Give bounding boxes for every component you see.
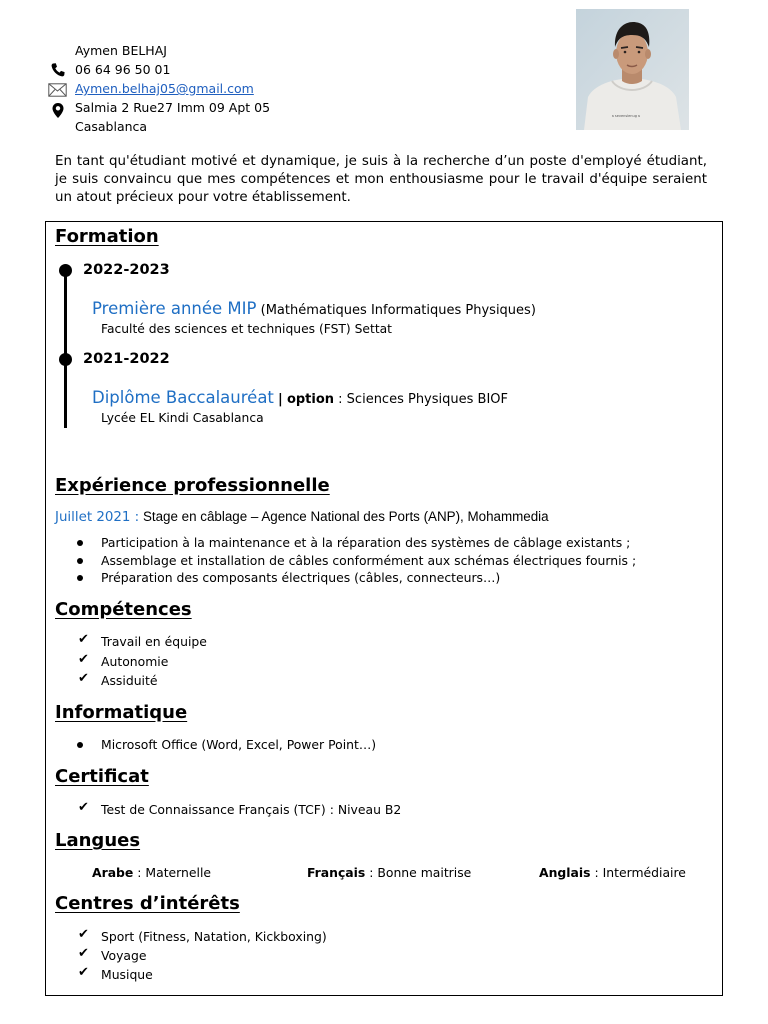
list-item: Préparation des composants électriques (câbles, connecteurs…)	[101, 570, 501, 585]
section-title-interets: Centres d’intérêts	[55, 893, 240, 914]
degree-title: Diplôme Baccalauréat	[92, 388, 274, 407]
profile-photo	[576, 9, 689, 130]
language-name: Anglais	[539, 865, 591, 880]
list-item: Assemblage et installation de câbles conformément aux schémas électriques fournis ;	[101, 553, 637, 568]
list-item: Musique	[101, 967, 153, 982]
formation-degree	[92, 299, 536, 318]
experience-date: Juillet 2021 :	[55, 510, 140, 525]
email-link[interactable]: Aymen.belhaj05@gmail.com	[75, 81, 254, 96]
bullet-icon	[77, 558, 83, 564]
list-item: Test de Connaissance Français (TCF) : Niveau B2	[101, 802, 402, 817]
experience-position: Stage en câblage – Agence National des Ports (ANP), Mohammedia	[142, 509, 549, 524]
language-level: Bonne maitrise	[377, 865, 472, 880]
section-title-informatique: Informatique	[55, 702, 188, 723]
option-value: : Sciences Physiques BIOF	[338, 392, 508, 407]
intro-paragraph: En tant qu'étudiant motivé et dynamique, je suis à la recherche d’un poste d'employé étudiant, je suis convaincu que mes compétences et mon enthousiasme pour le travail d'équipe seraient un atout précieux pour votre établissement.	[55, 154, 707, 206]
language-sep: :	[590, 865, 603, 880]
contact-name: Aymen BELHAJ	[75, 43, 167, 58]
contact-address-line2: Casablanca	[75, 119, 148, 134]
checkmark-icon: ✔	[78, 800, 89, 815]
timeline-dot	[59, 353, 72, 366]
checkmark-icon: ✔	[78, 632, 89, 647]
language-name: Français	[307, 865, 366, 880]
bullet-icon	[77, 575, 83, 581]
option-separator: |	[278, 392, 283, 407]
option-label: option	[286, 392, 335, 407]
hoodie-print: ꞩ sevenslenuɡ ꞩ	[612, 114, 640, 118]
degree-title: Première année MIP	[92, 299, 257, 318]
list-item: Participation à la maintenance et à la réparation des systèmes de câblage existants ;	[101, 535, 631, 550]
formation-year: 2022-2023	[83, 262, 170, 278]
envelope-icon	[48, 83, 67, 97]
section-title-experience: Expérience professionnelle	[55, 475, 330, 496]
section-title-langues: Langues	[55, 830, 141, 851]
language-name: Arabe	[92, 865, 134, 880]
list-item: Travail en équipe	[101, 634, 207, 649]
experience-header	[55, 509, 549, 525]
bullet-icon	[77, 742, 83, 748]
formation-degree	[92, 388, 508, 407]
checkmark-icon: ✔	[78, 927, 89, 942]
checkmark-icon: ✔	[78, 965, 89, 980]
location-pin-icon	[51, 102, 65, 119]
degree-detail: (Mathématiques Informatiques Physiques)	[260, 303, 536, 318]
contact-email[interactable]	[75, 80, 254, 98]
section-title-certificat: Certificat	[55, 766, 149, 787]
checkmark-icon: ✔	[78, 671, 89, 686]
contact-phone: 06 64 96 50 01	[75, 62, 171, 77]
bullet-icon	[77, 540, 83, 546]
contact-address-line1: Salmia 2 Rue27 Imm 09 Apt 05	[75, 100, 271, 115]
list-item: Sport (Fitness, Natation, Kickboxing)	[101, 929, 327, 944]
language-sep: :	[365, 865, 378, 880]
timeline-dot	[59, 264, 72, 277]
section-title-competences: Compétences	[55, 599, 192, 620]
list-item: Microsoft Office (Word, Excel, Power Point…)	[101, 737, 377, 752]
checkmark-icon: ✔	[78, 946, 89, 961]
formation-institution: Faculté des sciences et techniques (FST) Settat	[101, 322, 392, 336]
formation-institution: Lycée EL Kindi Casablanca	[101, 411, 264, 425]
language-level: Maternelle	[145, 865, 212, 880]
language-level: Intermédiaire	[602, 865, 686, 880]
language-francais	[307, 865, 471, 880]
language-arabe	[92, 865, 211, 880]
list-item: Autonomie	[101, 654, 169, 669]
timeline-line	[64, 271, 67, 428]
phone-icon	[50, 62, 66, 78]
list-item: Voyage	[101, 948, 147, 963]
checkmark-icon: ✔	[78, 652, 89, 667]
section-title-formation: Formation	[55, 226, 159, 247]
language-sep: :	[133, 865, 146, 880]
language-anglais	[539, 865, 686, 880]
list-item: Assiduité	[101, 673, 158, 688]
formation-year: 2021-2022	[83, 351, 170, 367]
